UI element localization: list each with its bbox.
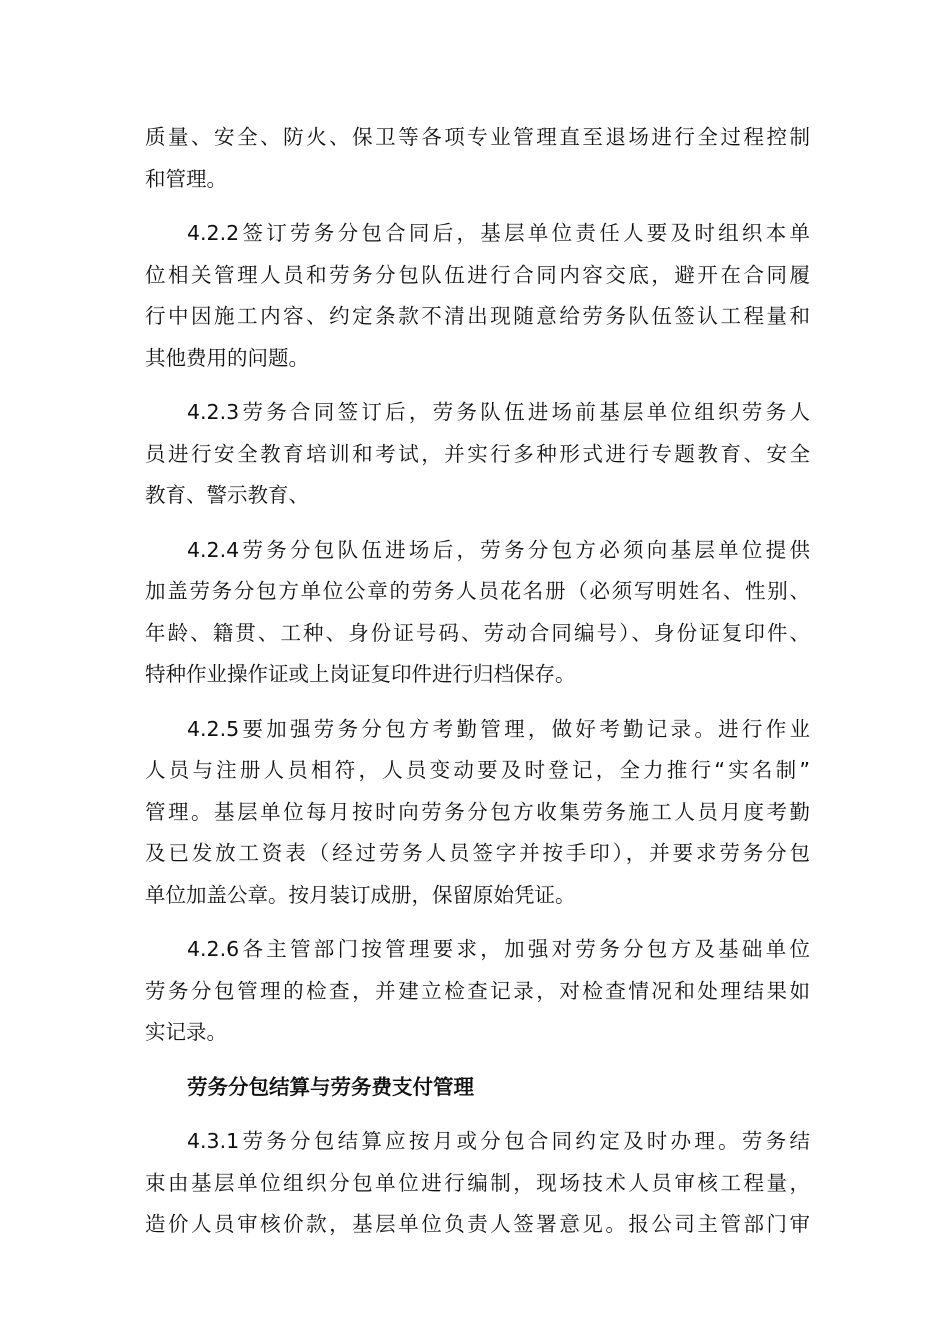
paragraph-4-2-3 [145,392,810,517]
text-line: 4.2.5要加强劳务分包方考勤管理，做好考勤记录。进行作业 [187,716,810,741]
text-line: 4.2.2签订劳务分包合同后，基层单位责任人要及时组织本单 [187,221,810,245]
text-line: 管理。基层单位每月按时向劳务分包方收集劳务施工人员月度考勤 [145,799,810,824]
text-line: 员进行安全教育培训和考试，并实行多种形式进行专题教育、安全 [145,441,810,466]
paragraph-4-3-1 [145,1121,810,1246]
section-heading [145,1067,810,1109]
text-line: 束由基层单位组织分包单位进行编制，现场技术人员审核工程量， [145,1170,810,1195]
text-line: 造价人员审核价款，基层单位负责人签署意见。报公司主管部门审 [145,1212,810,1236]
text-line: 人员与注册人员相符，人员变动要及时登记，全力推行“实名制” [145,758,810,782]
document-body [145,117,810,1259]
paragraph-4-2-4 [145,530,810,696]
text-line: 特种作业操作证或上岗证复印件进行归档保存。 [145,662,576,686]
text-line: 和管理。 [145,166,227,191]
heading-text: 劳务分包结算与劳务费支付管理 [187,1074,474,1099]
text-line: 行中因施工内容、约定条款不清出现随意给劳务队伍签认工程量和 [145,304,810,328]
text-line: 实记录。 [145,1020,227,1044]
paragraph-4-2-2 [145,213,810,379]
text-line: 4.3.1劳务分包结算应按月或分包合同约定及时办理。劳务结 [187,1129,810,1153]
text-line: 加盖劳务分包方单位公章的劳务人员花名册（必须写明姓名、性别、 [145,579,810,603]
text-line: 单位加盖公章。按月装订成册，保留原始凭证。 [145,882,576,907]
paragraph-4-2-5 [145,709,810,917]
text-line: 劳务分包管理的检查，并建立检查记录，对检查情况和处理结果如 [145,978,810,1003]
text-line: 年龄、籍贯、工种、身份证号码、劳动合同编号）、身份证复印件、 [145,620,810,645]
text-line: 及已发放工资表（经过劳务人员签字并按手印），并要求劳务分包 [145,841,810,865]
text-line: 4.2.6各主管部门按管理要求，加强对劳务分包方及基础单位 [187,937,810,961]
text-line: 4.2.4劳务分包队伍进场后，劳务分包方必须向基层单位提供 [187,537,810,562]
text-line: 4.2.3劳务合同签订后，劳务队伍进场前基层单位组织劳务人 [187,400,810,424]
text-line: 质量、安全、防火、保卫等各项专业管理直至退场进行全过程控制 [145,125,810,149]
text-line: 教育、警示教育、 [145,483,309,507]
text-line: 其他费用的问题。 [145,345,309,370]
paragraph-4-2-6 [145,929,810,1054]
text-line: 位相关管理人员和劳务分包队伍进行合同内容交底，避开在合同履 [145,262,810,287]
paragraph-continued [145,117,810,200]
